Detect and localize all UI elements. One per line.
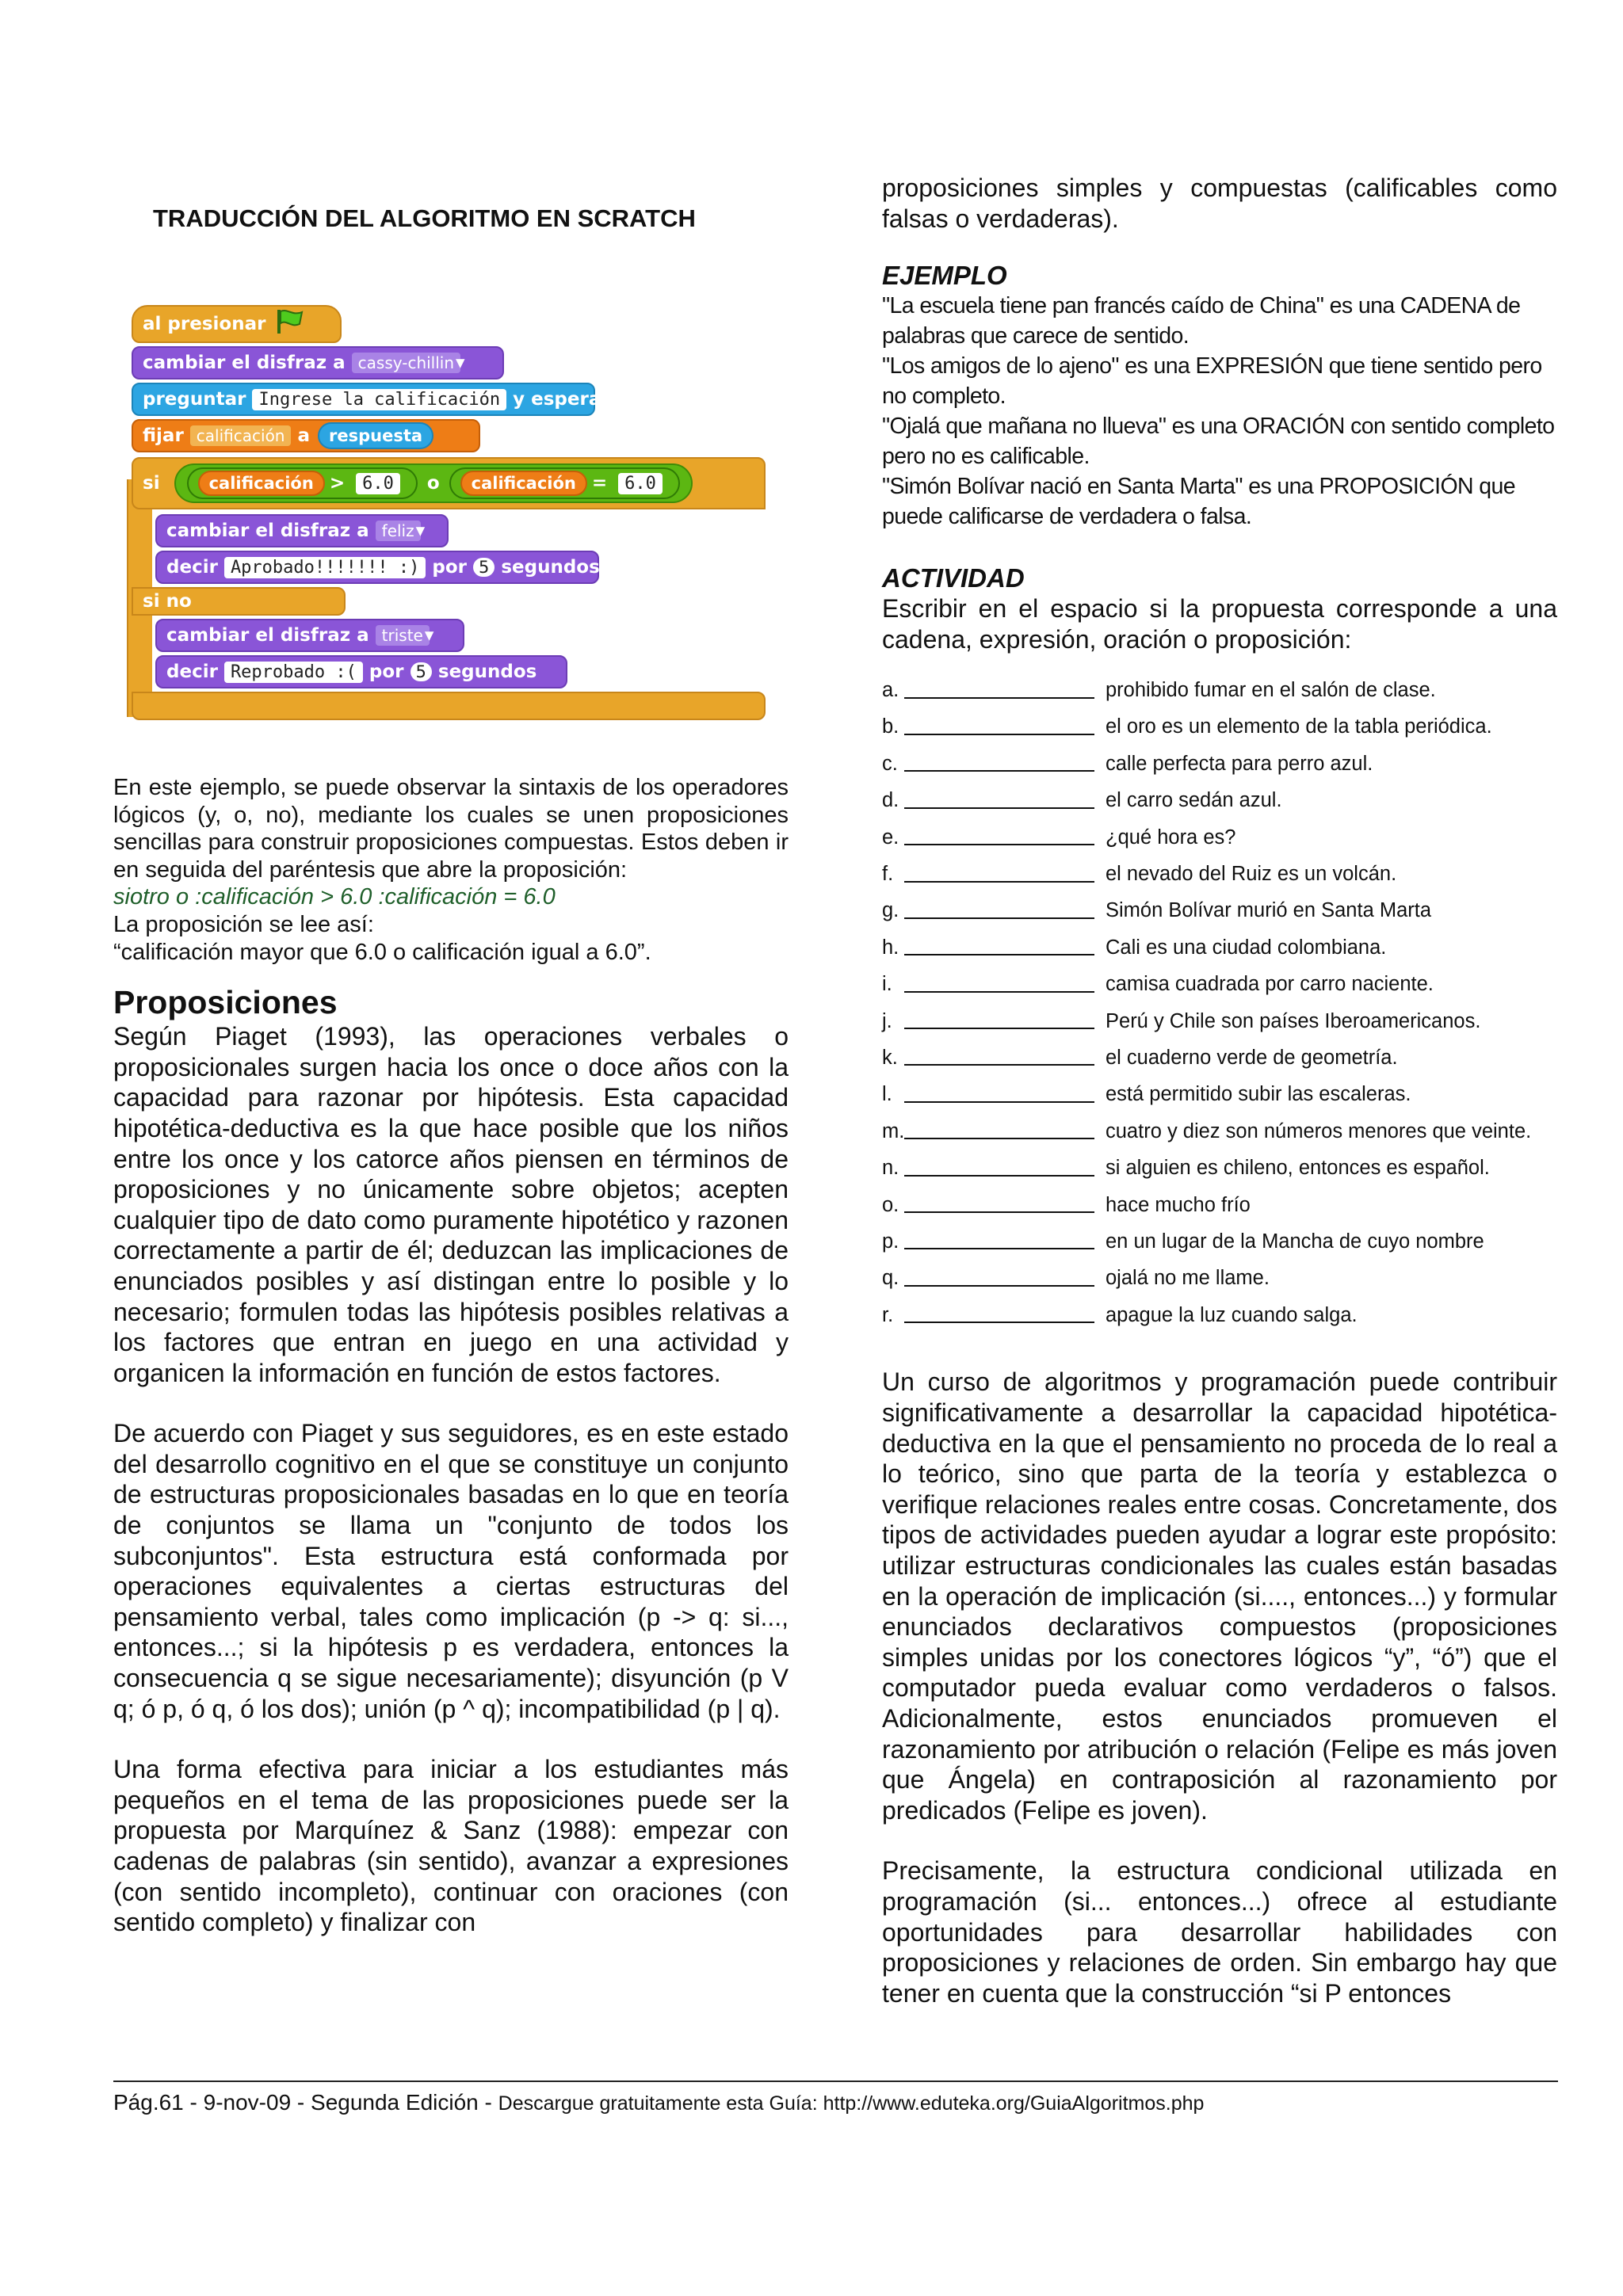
paragraph-piaget: Según Piaget (1993), las operaciones verbales o proposicionales surgen hacia los once o doce años con la capacidad para razonar por hipótesis. Esta capacidad hipotética-deductiva es la que hace posible que los niños entre los once y los catorce años piensen en términos de proposiciones y no únicamente sobre objetos; acepten cualquier tipo de dato como puramente hipotético y razonen correctamente a partir de él; deduzcan las implicaciones de enunciados posibles y así distingan entre lo posible y lo necesario; formulen todas las hipótesis posibles relativas a los factores que entran en juego en una actividad y organicen la información en función de estos factores. [113,1022,789,1387]
answer-blank[interactable] [904,867,1094,883]
activity-item-text: si alguien es chileno, entonces es español. [1106,1157,1490,1180]
paragraph-operators: En este ejemplo, se puede observar la sintaxis de los operadores lógicos (y, o, no), mediante los cuales se unen proposiciones sencillas para construir proposiciones compuestas. Estos deben ir en seguida del paréntesis que abre la proposición: [113,775,789,883]
activity-item [882,783,1557,819]
activity-item-letter: h. [882,936,899,959]
activity-item-letter: d. [882,789,899,812]
answer-blank[interactable] [904,719,1094,735]
paragraph-course: Un curso de algoritmos y programación puede contribuir significativamente a desarrollar la capacidad hipotética-deductiva en la que el pensamiento no proceda de lo real a lo teórico, sino que parta de la teoría y establezca o verifique relaciones reales entre cosas. Concretamente, dos tipos de actividades pueden ayudar a lograr este propósito: utilizar estructuras condicionales las cuales están basadas en la operación de implicación (si...., entonces...) y formular enunciados declarativos compuestos (proposiciones simples unidas por los conectores lógicos “y”, “ó”) que el computador pueda evaluar como verdaderos o falsos. Adicionalmente, estos enunciados promueven el razonamiento por atribución o relación (Felipe es más joven que Ángela) en contraposición al razonamiento por predicados (Felipe es joven). [882,1367,1557,1825]
activity-item [882,1297,1557,1333]
activity-item-letter: m. [882,1119,905,1142]
activity-item-letter: p. [882,1230,899,1253]
activity-item-text: calle perfecta para perro azul. [1106,752,1373,775]
activity-item-text: el carro sedán azul. [1106,789,1282,812]
answer-blank[interactable] [904,940,1094,955]
footer-download-link[interactable]: Descargue gratuitamente esta Guía: http://www.eduteka.org/GuiaAlgoritmos.php [498,2092,1205,2115]
say-text-slot: Aprobado!!!!!!! :) [224,557,426,578]
example-cadena: "La escuela tiene pan francés caído de China" es una CADENA de palabras que carece de sentido. [882,293,1521,349]
paragraph-quote: “calificación mayor que 6.0 o calificación igual a 6.0”. [113,939,651,965]
activity-item-letter: f. [882,863,894,886]
activity-item [882,1223,1557,1260]
if-else-block [132,457,766,509]
value-slot-b: 6.0 [618,473,663,494]
code-line: siotro o :calificación > 6.0 :calificación = 6.0 [113,884,556,910]
scratch-section-title: TRADUCCIÓN DEL ALGORITMO EN SCRATCH [153,204,696,232]
section-heading: Proposiciones [113,984,338,1021]
activity-item-letter: j. [882,1009,892,1032]
else-label: si no [143,591,192,612]
green-flag-icon [275,308,305,340]
activity-item-letter: n. [882,1157,899,1180]
set-label: fijar [143,425,184,446]
switch-costume-label: cambiar el disfraz a [166,521,369,541]
answer-blank[interactable] [904,1307,1094,1323]
answer-blank[interactable] [904,683,1094,699]
activity-item [882,1003,1557,1039]
activity-item [882,856,1557,892]
activity-item-text: el cuaderno verde de geometría. [1106,1046,1398,1069]
activity-item [882,1113,1557,1150]
activity-item-letter: k. [882,1046,898,1069]
answer-blank[interactable] [904,793,1094,809]
answer-blank[interactable] [904,977,1094,993]
else-arm [132,587,346,616]
when-flag-block [132,305,342,343]
variable-reporter-a: calificación [198,471,325,496]
switch-costume-label: cambiar el disfraz a [143,353,346,373]
set-variable-block [132,419,480,452]
activity-item-text: Simón Bolívar murió en Santa Marta [1106,899,1432,922]
when-flag-label: al presionar [143,314,266,334]
activity-item-text: Perú y Chile son países Iberoamericanos. [1106,1009,1481,1032]
activity-intro: Escribir en el espacio si la propuesta corresponde a una cadena, expresión, oración o proposición: [882,594,1557,654]
activity-item [882,672,1557,708]
gt-symbol: > [329,473,346,494]
left-text [113,774,789,1938]
ask-block [132,383,610,416]
chevron-down-icon: ▾ [415,521,426,541]
paragraph-continued: proposiciones simples y compuestas (calificables como falsas o verdaderas). [882,174,1557,233]
activity-item-letter: g. [882,899,899,922]
say-text-slot: Reprobado :( [224,662,363,683]
activity-item-letter: q. [882,1267,899,1290]
activity-item-text: hace mucho frío [1106,1193,1251,1216]
activity-item-letter: e. [882,826,899,849]
costume-dropdown: feliz [376,521,421,541]
activity-item [882,746,1557,782]
equals-operator [449,467,680,499]
activity-item [882,819,1557,856]
activity-item [882,1187,1557,1223]
answer-blank[interactable] [904,1271,1094,1287]
activity-item-text: ¿qué hora es? [1106,826,1236,849]
for-label: por [369,662,404,682]
example-list [882,291,1557,532]
answer-blank[interactable] [904,1161,1094,1177]
if-label: si [143,473,160,494]
ask-text-slot: Ingrese la calificación [252,389,506,410]
chevron-down-icon: ▾ [456,353,465,373]
costume-dropdown: triste [376,625,430,646]
example-oracion: "Ojalá que mañana no llueva" es una ORACIÓN con sentido completo pero no es calificable. [882,414,1555,470]
costume-dropdown: cassy-chillin [352,353,460,373]
answer-blank[interactable] [904,1050,1094,1066]
say-block-1 [155,551,599,584]
activity-item-letter: a. [882,679,899,702]
activity-item-text: camisa cuadrada por carro naciente. [1106,973,1434,996]
answer-blank[interactable] [904,756,1094,772]
scratch-script [127,281,777,741]
set-to-label: a [297,425,311,446]
activity-item-text: cuatro y diez son números menores que veinte. [1106,1119,1532,1142]
example-proposicion: "Simón Bolívar nació en Santa Marta" es una PROPOSICIÓN que puede calificarse de verdadera o falsa. [882,474,1516,530]
greater-than-operator [187,467,418,499]
activity-item-letter: l. [882,1083,892,1106]
chevron-down-icon: ▾ [424,625,434,646]
answer-blank[interactable] [904,1197,1094,1213]
value-slot-a: 6.0 [356,473,400,494]
answer-blank[interactable] [904,1013,1094,1029]
activity-item-text: el nevado del Ruiz es un volcán. [1106,863,1397,886]
activity-item [882,709,1557,746]
activity-item-letter: i. [882,973,892,996]
activity-item [882,893,1557,929]
answer-blank[interactable] [904,830,1094,845]
example-expresion: "Los amigos de lo ajeno" es una EXPRESIÓN que tiene sentido pero no completo. [882,353,1542,410]
activity-item [882,967,1557,1003]
or-label: o [426,473,440,494]
activity-item-letter: b. [882,715,899,738]
activity-item-text: prohibido fumar en el salón de clase. [1106,679,1436,702]
variable-reporter-b: calificación [460,471,587,496]
page-footer [113,2081,1558,2115]
activity-heading: ACTIVIDAD [882,563,1025,593]
or-operator [174,463,693,503]
answer-blank[interactable] [904,1123,1094,1139]
switch-costume-block-2 [155,514,449,547]
seconds-label: segundos [437,662,537,682]
answer-reporter: respuesta [318,422,433,449]
for-label: por [432,557,467,578]
seconds-label: segundos [501,557,600,578]
activity-item-text: en un lugar de la Mancha de cuyo nombre [1106,1230,1484,1253]
activity-item-text: apague la luz cuando salga. [1106,1303,1358,1326]
seconds-slot: 5 [411,662,432,681]
ask-label: preguntar [143,389,246,410]
activity-item-text: Cali es una ciudad colombiana. [1106,936,1387,959]
paragraph-structures: De acuerdo con Piaget y sus seguidores, es en este estado del desarrollo cognitivo en el que se constituye un conjunto de estructuras proposicionales basadas en lo que en teoría de conjuntos se llama un "conjunto de todos los subconjuntos". Esta estructura está conformada por operaciones equivalentes a ciertas estructuras del pensamiento verbal, tales como implicación (p -> q: si..., entonces...; si la hipótesis p es verdadera, entonces la consecuencia q se sigue necesariamente); disyunción (p V q; ó p, ó q, ó los dos); unión (p ^ q); incompatibilidad (p | q). [113,1419,789,1723]
answer-blank[interactable] [904,903,1094,919]
if-else-end [132,692,766,720]
activity-item [882,1150,1557,1186]
activity-item-text: el oro es un elemento de la tabla periódica. [1106,715,1492,738]
activity-list [882,672,1557,1333]
activity-item-letter: c. [882,752,898,775]
seconds-slot: 5 [473,558,495,577]
footer-page-info: Pág.61 - 9-nov-09 - Segunda Edición - [113,2090,492,2115]
switch-costume-block-3 [155,619,464,652]
paragraph-conditional: Precisamente, la estructura condicional utilizada en programación (si... entonces...) ofrece al estudiante oportunidades para desarrollar habilidades con proposiciones y relaciones de orden. Sin embargo hay que tener en cuenta que la construcción “si P entonces [882,1856,1557,2008]
paragraph-marquinez: Una forma efectiva para iniciar a los estudiantes más pequeños en el tema de las proposiciones puede ser la propuesta por Marquínez & Sanz (1988): empezar con cadenas de palabras (sin sentido), avanzar a expresiones (con sentido incompleto), continuar con oraciones (con sentido completo) y finalizar con [113,1755,789,1937]
activity-item [882,929,1557,966]
say-block-2 [155,655,567,688]
paragraph-reading: La proposición se lee así: [113,911,374,937]
activity-item-letter: r. [882,1303,894,1326]
variable-dropdown: calificación [190,425,292,446]
answer-blank[interactable] [904,1234,1094,1249]
activity-item-letter: o. [882,1193,899,1216]
say-label: decir [166,662,218,682]
answer-blank[interactable] [904,1087,1094,1103]
activity-item [882,1039,1557,1076]
activity-item [882,1077,1557,1113]
example-heading: EJEMPLO [882,261,1007,291]
right-column [882,173,1557,2008]
say-label: decir [166,557,218,578]
switch-costume-label: cambiar el disfraz a [166,625,369,646]
activity-item [882,1261,1557,1297]
eq-symbol: = [591,473,608,494]
activity-item-text: ojalá no me llame. [1106,1267,1270,1290]
activity-item-text: está permitido subir las escaleras. [1106,1083,1411,1106]
switch-costume-block-1 [132,346,504,379]
ask-wait-label: y esperar [513,389,610,410]
